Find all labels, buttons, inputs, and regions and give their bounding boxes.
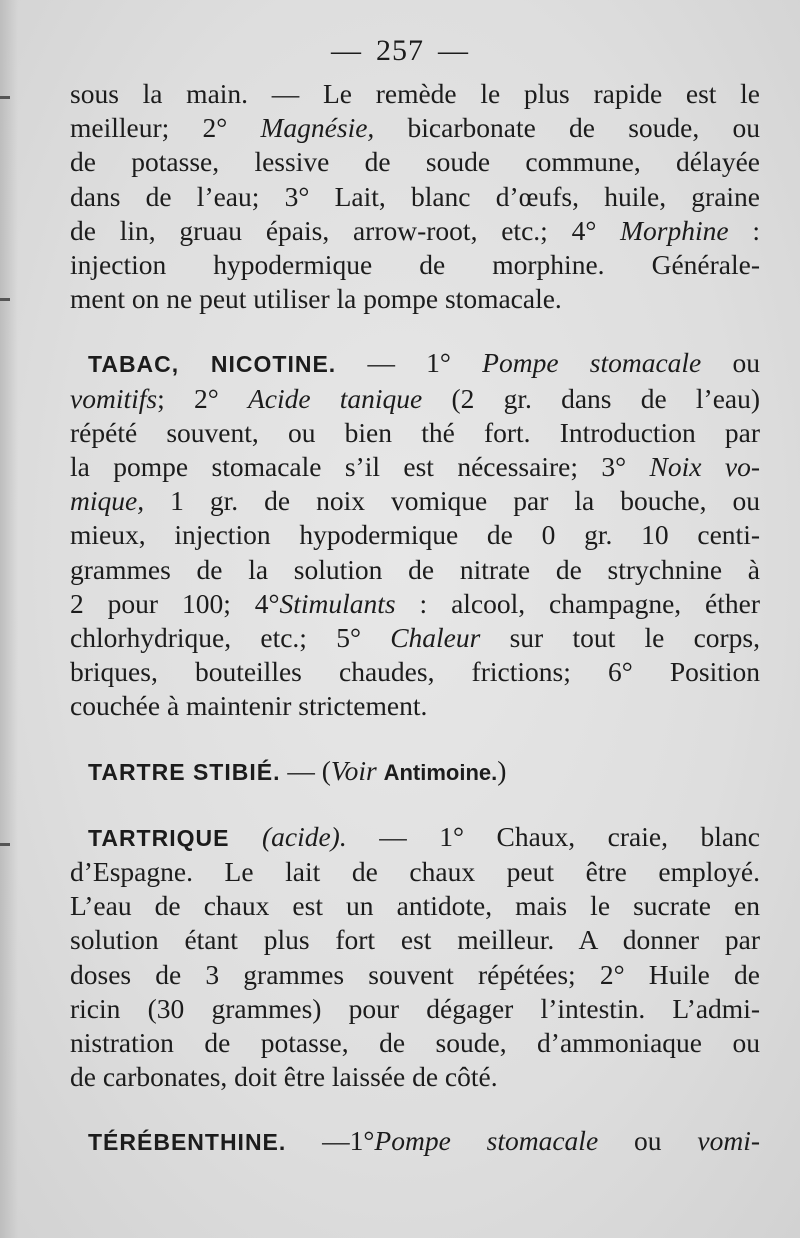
remedy-name: Magnésie, bbox=[260, 112, 375, 144]
entry-heading: TARTRIQUE bbox=[88, 824, 230, 851]
text-line: mique, 1 gr. de noix vomique par la bouche, ou bbox=[70, 485, 760, 517]
text-line: vomitifs; 2° Acide tanique (2 gr. dans de l’eau) bbox=[70, 382, 761, 414]
entry-tabac-first-line: TABAC, NICOTINE. — 1° Pompe stomacale ou bbox=[88, 347, 760, 379]
remedy-name: Pompe stomacale bbox=[482, 347, 702, 379]
text-line: de carbonates, doit être laissée de côté. bbox=[70, 1061, 498, 1093]
edge-mark bbox=[0, 843, 10, 846]
entry-terebenthine-first-line: TÉRÉBENTHINE. —1°Pompe stomacale ou vomi- bbox=[88, 1125, 761, 1157]
remedy-name: Acide tanique bbox=[247, 382, 423, 414]
text-line: répété souvent, ou bien thé fort. Introduction par bbox=[70, 416, 760, 448]
text-line: de lin, gruau épais, arrow-root, etc.; 4° Morphine : bbox=[70, 214, 760, 246]
remedy-name: vomi- bbox=[697, 1125, 761, 1157]
text-body bbox=[70, 77, 760, 1160]
voir-text: Voir bbox=[330, 754, 377, 786]
text-line: briques, bouteilles chaudes, frictions; 6° Position bbox=[70, 656, 760, 688]
text-line: doses de 3 grammes souvent répétées; 2° Huile de bbox=[70, 958, 760, 990]
text-line: injection hypodermique de morphine. Générale- bbox=[70, 249, 760, 281]
text-line: dans de l’eau; 3° Lait, blanc d’œufs, huile, graine bbox=[70, 180, 760, 212]
text-line: chlorhydrique, etc.; 5° Chaleur sur tout le corps, bbox=[70, 622, 761, 654]
text-line: de potasse, lessive de soude commune, délayée bbox=[70, 146, 760, 178]
remedy-name: Morphine bbox=[620, 214, 729, 246]
text-line: sous la main. — Le remède le plus rapide est le bbox=[70, 78, 760, 109]
text-line: mieux, injection hypodermique de 0 gr. 10 centi- bbox=[70, 519, 760, 551]
gutter-shadow bbox=[0, 0, 18, 1238]
remedy-name: Stimulants bbox=[279, 587, 396, 619]
page-number-value: 257 bbox=[376, 34, 424, 67]
entry-heading: TARTRE STIBIÉ. bbox=[88, 758, 281, 785]
entry-tartre-line: TARTRE STIBIÉ. — (Voir Antimoine.) bbox=[88, 754, 507, 786]
entry-heading: TÉRÉBENTHINE. bbox=[88, 1129, 287, 1156]
text-line: L’eau de chaux est un antidote, mais le sucrate en bbox=[70, 890, 760, 922]
text-line: nistration de potasse, de soude, d’ammoniaque ou bbox=[70, 1027, 760, 1059]
cross-reference: Antimoine. bbox=[383, 759, 498, 785]
remedy-name: vomitifs bbox=[70, 382, 158, 414]
edge-mark bbox=[0, 298, 10, 301]
text-line: 2 pour 100; 4°Stimulants : alcool, champagne, éther bbox=[70, 587, 761, 619]
remedy-name: Pompe stomacale bbox=[374, 1125, 599, 1157]
text-line: grammes de la solution de nitrate de strychnine à bbox=[70, 553, 760, 585]
text-line: ment on ne peut utiliser la pompe stomacale. bbox=[70, 283, 562, 315]
text-line: ricin (30 grammes) pour dégager l’intestin. L’admi- bbox=[70, 992, 760, 1024]
text-line: d’Espagne. Le lait de chaux peut être employé. bbox=[70, 856, 760, 888]
edge-mark bbox=[0, 96, 10, 99]
remedy-name: mique, bbox=[70, 485, 145, 517]
entry-qualifier: (acide). bbox=[261, 820, 347, 852]
text-line: couchée à maintenir strictement. bbox=[70, 690, 428, 722]
entry-heading: TABAC, NICOTINE. bbox=[88, 351, 337, 378]
remedy-name: Noix vo- bbox=[649, 451, 760, 483]
text-line: meilleur; 2° Magnésie, bicarbonate de soude, ou bbox=[70, 112, 760, 144]
text-line: la pompe stomacale s’il est nécessaire; 3° Noix vo- bbox=[70, 451, 760, 483]
page-number: — 257 — bbox=[331, 34, 469, 67]
remedy-name: Chaleur bbox=[390, 622, 481, 654]
text-line: solution étant plus fort est meilleur. A donner par bbox=[70, 924, 760, 956]
entry-tartrique-first-line: TARTRIQUE (acide). — 1° Chaux, craie, blanc bbox=[88, 820, 761, 852]
